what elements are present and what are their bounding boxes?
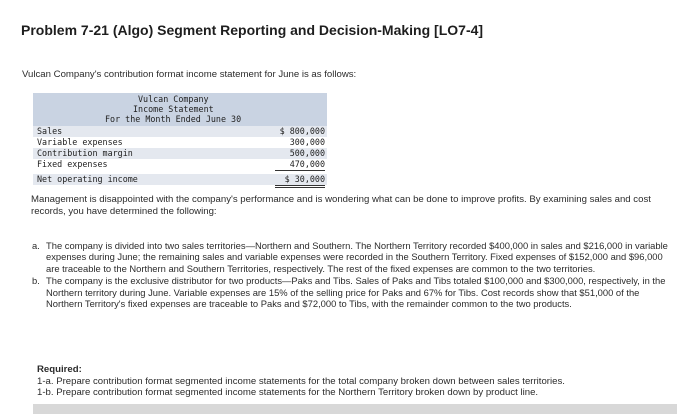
- required-label: Required:: [37, 364, 82, 375]
- row-value: 470,000: [275, 159, 325, 171]
- row-value: $ 800,000: [279, 126, 325, 136]
- statement-row-sales: [33, 126, 327, 137]
- statement-company: Vulcan Company: [138, 94, 209, 104]
- income-statement: [33, 93, 327, 185]
- statement-row-contribution-margin: [33, 148, 327, 159]
- bottom-tab-bar[interactable]: [33, 404, 677, 414]
- list-marker: a.: [32, 240, 40, 251]
- statement-row-fixed-expenses: [33, 159, 327, 170]
- row-value: 500,000: [289, 148, 325, 158]
- row-label: Fixed expenses: [37, 159, 108, 169]
- page-title: Problem 7-21 (Algo) Segment Reporting and Decision-Making [LO7-4]: [21, 22, 484, 38]
- statement-row-variable-expenses: [33, 137, 327, 148]
- row-value: 300,000: [275, 137, 325, 149]
- statement-header: [33, 93, 327, 126]
- row-label: Variable expenses: [37, 137, 123, 147]
- intro-text: Vulcan Company's contribution format income statement for June is as follows:: [22, 69, 357, 80]
- required-1b: 1-b. Prepare contribution format segmented income statements for the Northern Territory broken down by product line.: [37, 387, 539, 398]
- list-marker: b.: [32, 275, 40, 287]
- list-item: [32, 240, 672, 274]
- list-text: The company is the exclusive distributor for two products—Paks and Tibs. Sales of Paks and Tibs totaled $100,000 and $300,000, respectively, in the Northern territory during June. Variable expenses are 15% of the selling price for Paks and 67% for Tibs. Cost records show that $51,000 of the Northern Territory's fixed expenses are traceable to Paks and $72,000 to Tibs, with the remainder common to the two products.: [46, 275, 666, 310]
- row-label: Net operating income: [37, 174, 138, 184]
- statement-period: For the Month Ended June 30: [105, 114, 242, 124]
- list-text: The company is divided into two sales territories—Northern and Southern. The Northern Territory recorded $400,000 in sales and $216,000 in variable expenses during June; the remaining sales and variable expenses were recorded in the Southern Territory. Fixed expenses of $152,000 and $96,000 are traceable to the Northern and Southern Territories, respectively. The rest of the fixed expenses are common to the two territories.: [46, 240, 668, 274]
- row-label: Contribution margin: [37, 148, 133, 158]
- management-text: Management is disappointed with the company's performance and is wondering what can be done to improve profits. By examining sales and cost records, you have determined the following:: [31, 194, 651, 217]
- row-label: Sales: [37, 126, 63, 136]
- row-value: $ 30,000: [275, 174, 325, 188]
- required-1a: 1-a. Prepare contribution format segmented income statements for the total company broken down between sales territories.: [37, 376, 565, 387]
- statement-name: Income Statement: [133, 104, 214, 114]
- statement-row-net-operating-income: [33, 174, 327, 185]
- list-item: [32, 275, 672, 309]
- facts-list: [32, 240, 672, 310]
